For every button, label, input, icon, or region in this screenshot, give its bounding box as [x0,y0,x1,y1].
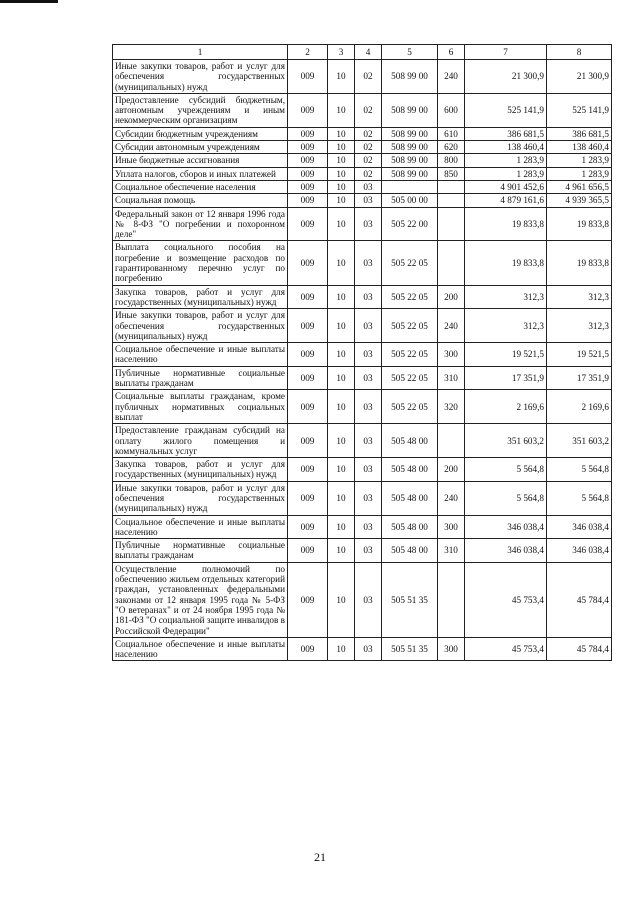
row-name: Иные закупки товаров, работ и услуг для обеспечения государственных (муниципальных) нужд [113,60,288,94]
row-name: Социальное обеспечение и иные выплаты населению [113,637,288,661]
row-subsection-code: 03 [355,637,382,661]
row-expense-type-code: 300 [438,343,465,367]
row-amount-1: 525 141,9 [465,93,547,127]
table-row [113,207,612,241]
row-amount-2: 21 300,9 [547,60,612,94]
row-target-code: 505 22 05 [382,366,438,390]
row-subsection-code: 02 [355,127,382,140]
row-subsection-code: 03 [355,539,382,563]
row-section-code: 10 [328,241,355,285]
row-target-code [382,180,438,193]
table-row [113,637,612,661]
row-name: Предоставление гражданам субсидий на оплату жилого помещения и коммунальных услуг [113,424,288,458]
row-amount-1: 386 681,5 [465,127,547,140]
row-target-code: 508 99 00 [382,60,438,94]
row-expense-type-code: 240 [438,481,465,515]
row-ved-code: 009 [288,343,328,367]
row-name: Публичные нормативные социальные выплаты гражданам [113,539,288,563]
table-row [113,343,612,367]
row-ved-code: 009 [288,285,328,309]
row-expense-type-code: 610 [438,127,465,140]
header-col-6: 6 [438,45,465,60]
row-amount-2: 346 038,4 [547,515,612,539]
row-section-code: 10 [328,515,355,539]
row-name: Иные закупки товаров, работ и услуг для обеспечения государственных (муниципальных) нужд [113,481,288,515]
row-target-code: 505 22 05 [382,285,438,309]
row-name: Иные закупки товаров, работ и услуг для обеспечения государственных (муниципальных) нужд [113,309,288,343]
row-amount-1: 5 564,8 [465,481,547,515]
row-name: Предоставление субсидий бюджетным, автономным учреждениям и иным некоммерческим организациям [113,93,288,127]
row-amount-1: 21 300,9 [465,60,547,94]
row-amount-2: 45 784,4 [547,637,612,661]
row-target-code: 505 22 05 [382,343,438,367]
table-row [113,127,612,140]
row-amount-1: 351 603,2 [465,424,547,458]
header-col-1: 1 [113,45,288,60]
row-section-code: 10 [328,309,355,343]
row-ved-code: 009 [288,481,328,515]
row-target-code: 508 99 00 [382,93,438,127]
row-name: Закупка товаров, работ и услуг для государственных (муниципальных) нужд [113,285,288,309]
table-row [113,241,612,285]
row-expense-type-code [438,562,465,637]
table-row [113,424,612,458]
row-section-code: 10 [328,154,355,167]
row-section-code: 10 [328,562,355,637]
row-ved-code: 009 [288,241,328,285]
row-section-code: 10 [328,343,355,367]
row-amount-2: 45 784,4 [547,562,612,637]
row-ved-code: 009 [288,366,328,390]
row-target-code: 505 22 05 [382,309,438,343]
table-row [113,366,612,390]
row-expense-type-code: 300 [438,637,465,661]
row-name: Субсидии бюджетным учреждениям [113,127,288,140]
row-section-code: 10 [328,141,355,154]
row-subsection-code: 03 [355,390,382,424]
table-row [113,309,612,343]
row-target-code: 505 22 05 [382,390,438,424]
row-name: Социальное обеспечение населения [113,180,288,193]
row-ved-code: 009 [288,515,328,539]
header-col-8: 8 [547,45,612,60]
row-section-code: 10 [328,180,355,193]
budget-table [112,44,612,661]
row-ved-code: 009 [288,458,328,482]
row-name: Социальные выплаты гражданам, кроме публичных нормативных социальных выплат [113,390,288,424]
row-subsection-code: 03 [355,481,382,515]
row-expense-type-code [438,207,465,241]
row-section-code: 10 [328,539,355,563]
row-amount-2: 525 141,9 [547,93,612,127]
row-expense-type-code: 240 [438,309,465,343]
row-expense-type-code: 240 [438,60,465,94]
row-subsection-code: 03 [355,366,382,390]
row-ved-code: 009 [288,180,328,193]
row-amount-1: 346 038,4 [465,515,547,539]
row-expense-type-code: 300 [438,515,465,539]
row-amount-2: 5 564,8 [547,481,612,515]
row-name: Субсидии автономным учреждениям [113,141,288,154]
header-col-3: 3 [328,45,355,60]
table-row [113,167,612,180]
row-expense-type-code: 310 [438,539,465,563]
row-amount-1: 45 753,4 [465,562,547,637]
row-target-code: 505 51 35 [382,562,438,637]
row-subsection-code: 02 [355,93,382,127]
row-amount-2: 312,3 [547,285,612,309]
row-section-code: 10 [328,93,355,127]
row-target-code: 505 48 00 [382,481,438,515]
row-section-code: 10 [328,127,355,140]
row-name: Социальное обеспечение и иные выплаты населению [113,343,288,367]
row-amount-2: 1 283,9 [547,167,612,180]
row-name: Осуществление полномочий по обеспечению жильем отдельных категорий граждан, установленных федеральными законами от 12 января 1995 года № 5-ФЗ "О ветеранах" и от 24 ноября 1995 года № 181-ФЗ "О социальной защите инвалидов в Российской Федерации" [113,562,288,637]
row-expense-type-code: 320 [438,390,465,424]
row-name: Уплата налогов, сборов и иных платежей [113,167,288,180]
table-row [113,458,612,482]
row-amount-1: 1 283,9 [465,154,547,167]
row-amount-2: 19 833,8 [547,207,612,241]
row-expense-type-code: 310 [438,366,465,390]
row-amount-1: 17 351,9 [465,366,547,390]
row-amount-1: 2 169,6 [465,390,547,424]
row-amount-1: 138 460,4 [465,141,547,154]
table-row [113,515,612,539]
row-name: Закупка товаров, работ и услуг для государственных (муниципальных) нужд [113,458,288,482]
row-target-code: 505 48 00 [382,515,438,539]
row-target-code: 505 51 35 [382,637,438,661]
row-section-code: 10 [328,458,355,482]
row-amount-1: 312,3 [465,309,547,343]
row-amount-1: 4 879 161,6 [465,194,547,207]
row-section-code: 10 [328,60,355,94]
table-row [113,93,612,127]
row-amount-1: 312,3 [465,285,547,309]
row-ved-code: 009 [288,637,328,661]
table-row [113,539,612,563]
row-amount-2: 2 169,6 [547,390,612,424]
table-row [113,141,612,154]
row-ved-code: 009 [288,194,328,207]
row-subsection-code: 02 [355,60,382,94]
row-amount-1: 1 283,9 [465,167,547,180]
table-row [113,180,612,193]
row-amount-1: 45 753,4 [465,637,547,661]
row-subsection-code: 03 [355,458,382,482]
page-number: 21 [314,850,326,864]
row-ved-code: 009 [288,207,328,241]
row-subsection-code: 03 [355,194,382,207]
row-section-code: 10 [328,207,355,241]
row-amount-2: 138 460,4 [547,141,612,154]
header-col-4: 4 [355,45,382,60]
header-col-2: 2 [288,45,328,60]
row-amount-2: 5 564,8 [547,458,612,482]
row-target-code: 505 48 00 [382,539,438,563]
row-subsection-code: 03 [355,343,382,367]
row-name: Выплата социального пособия на погребение и возмещение расходов по гарантированному перечню услуг по погребению [113,241,288,285]
table-row [113,390,612,424]
row-ved-code: 009 [288,93,328,127]
row-expense-type-code: 800 [438,154,465,167]
row-target-code: 508 99 00 [382,141,438,154]
row-subsection-code: 03 [355,241,382,285]
row-target-code: 508 99 00 [382,127,438,140]
table-row [113,285,612,309]
row-target-code: 508 99 00 [382,154,438,167]
row-ved-code: 009 [288,167,328,180]
row-amount-2: 1 283,9 [547,154,612,167]
row-amount-1: 5 564,8 [465,458,547,482]
table-body [113,60,612,661]
header-col-7: 7 [465,45,547,60]
row-target-code: 505 00 00 [382,194,438,207]
row-subsection-code: 03 [355,424,382,458]
table-row [113,194,612,207]
row-amount-2: 19 833,8 [547,241,612,285]
row-section-code: 10 [328,424,355,458]
row-name: Социальное обеспечение и иные выплаты населению [113,515,288,539]
row-name: Публичные нормативные социальные выплаты гражданам [113,366,288,390]
row-expense-type-code: 600 [438,93,465,127]
row-section-code: 10 [328,366,355,390]
table-row [113,562,612,637]
row-expense-type-code: 620 [438,141,465,154]
row-target-code: 505 22 00 [382,207,438,241]
row-subsection-code: 03 [355,515,382,539]
table-row [113,481,612,515]
row-section-code: 10 [328,637,355,661]
row-amount-1: 346 038,4 [465,539,547,563]
row-ved-code: 009 [288,539,328,563]
row-expense-type-code: 200 [438,458,465,482]
table-row [113,60,612,94]
row-expense-type-code [438,194,465,207]
row-ved-code: 009 [288,141,328,154]
row-section-code: 10 [328,194,355,207]
table-row [113,154,612,167]
row-expense-type-code: 200 [438,285,465,309]
row-target-code: 505 22 05 [382,241,438,285]
row-amount-2: 4 939 365,5 [547,194,612,207]
top-rule [0,0,58,3]
row-ved-code: 009 [288,154,328,167]
row-target-code: 508 99 00 [382,167,438,180]
row-subsection-code: 02 [355,154,382,167]
row-subsection-code: 03 [355,207,382,241]
row-subsection-code: 03 [355,562,382,637]
row-ved-code: 009 [288,127,328,140]
row-ved-code: 009 [288,390,328,424]
row-expense-type-code [438,241,465,285]
row-subsection-code: 03 [355,285,382,309]
row-target-code: 505 48 00 [382,424,438,458]
row-amount-1: 19 833,8 [465,207,547,241]
row-section-code: 10 [328,390,355,424]
row-amount-2: 17 351,9 [547,366,612,390]
row-amount-2: 19 521,5 [547,343,612,367]
row-subsection-code: 03 [355,309,382,343]
row-expense-type-code [438,424,465,458]
row-name: Социальная помощь [113,194,288,207]
row-section-code: 10 [328,481,355,515]
row-ved-code: 009 [288,424,328,458]
row-subsection-code: 03 [355,180,382,193]
row-section-code: 10 [328,167,355,180]
table-header-row [113,45,612,60]
row-subsection-code: 02 [355,141,382,154]
row-amount-2: 4 961 656,5 [547,180,612,193]
row-ved-code: 009 [288,309,328,343]
row-amount-1: 19 521,5 [465,343,547,367]
row-subsection-code: 02 [355,167,382,180]
row-section-code: 10 [328,285,355,309]
row-ved-code: 009 [288,562,328,637]
row-amount-1: 19 833,8 [465,241,547,285]
row-name: Федеральный закон от 12 января 1996 года № 8-ФЗ "О погребении и похоронном деле" [113,207,288,241]
row-expense-type-code: 850 [438,167,465,180]
row-name: Иные бюджетные ассигнования [113,154,288,167]
row-target-code: 505 48 00 [382,458,438,482]
row-amount-2: 346 038,4 [547,539,612,563]
row-ved-code: 009 [288,60,328,94]
row-amount-2: 312,3 [547,309,612,343]
row-amount-1: 4 901 452,6 [465,180,547,193]
header-col-5: 5 [382,45,438,60]
row-expense-type-code [438,180,465,193]
row-amount-2: 351 603,2 [547,424,612,458]
row-amount-2: 386 681,5 [547,127,612,140]
